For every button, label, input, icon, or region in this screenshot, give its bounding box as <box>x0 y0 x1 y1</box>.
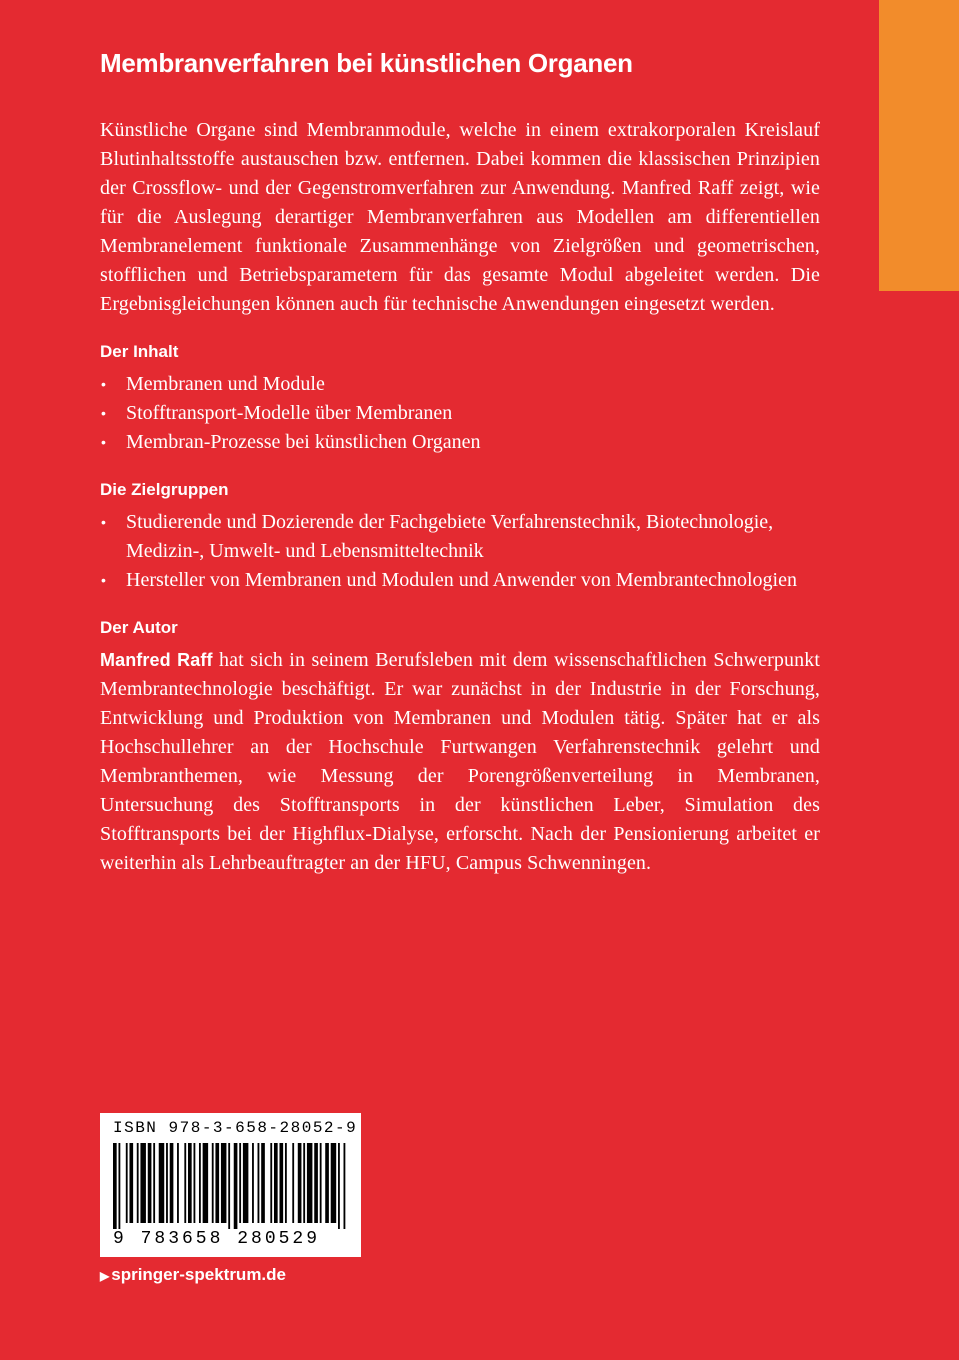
barcode-bar <box>331 1143 336 1223</box>
book-title: Membranverfahren bei künstlichen Organen <box>100 48 633 78</box>
barcode-bar <box>212 1143 214 1223</box>
barcode-bar <box>320 1143 322 1223</box>
list-item: • Stofftransport-Modelle über Membranen <box>100 399 820 428</box>
barcode-bar <box>159 1143 164 1223</box>
barcode-bar <box>118 1143 120 1229</box>
bullet-icon: • <box>101 376 106 392</box>
barcode-bar <box>298 1143 302 1223</box>
heading-zielgruppen: Die Zielgruppen <box>100 480 229 499</box>
barcode-digits: 9 783658 280529 <box>113 1229 321 1249</box>
section-zielgruppen <box>100 477 820 595</box>
barcode-bar <box>239 1143 241 1223</box>
list-item: • Studierende und Dozierende der Fachgebiete Verfahrenstechnik, Biotechnologie, Medizin-, Umwelt- und Lebensmitteltechnik <box>100 508 820 566</box>
barcode-bar <box>274 1143 278 1223</box>
bullet-icon: • <box>101 572 106 588</box>
barcode-bar <box>184 1143 186 1223</box>
barcode-bar <box>258 1143 260 1223</box>
barcode-bar <box>140 1143 145 1223</box>
list-item: • Membran-Prozesse bei künstlichen Organen <box>100 428 820 457</box>
barcode-bar <box>129 1143 133 1223</box>
barcode-bar <box>307 1143 312 1223</box>
barcode-bar <box>221 1143 226 1223</box>
barcode-bar <box>243 1143 248 1223</box>
barcode-bar <box>252 1143 254 1223</box>
barcode-bar <box>215 1143 219 1223</box>
barcode-icon <box>113 1143 349 1229</box>
barcode-bar <box>177 1143 179 1223</box>
barcode-bar <box>188 1143 192 1223</box>
section-inhalt <box>100 339 820 457</box>
barcode-bar <box>148 1143 152 1223</box>
isbn-label: ISBN 978-3-658-28052-9 <box>113 1119 358 1137</box>
barcode-bar <box>292 1143 294 1223</box>
intro-paragraph: Künstliche Organe sind Membranmodule, welche in einem extrakorporalen Kreislauf Blutinhaltsstoffe austauschen bzw. entfernen. Dabei kommen die klassischen Prinzipien der Crossflow- und der Gegenstromverfahren zur Anwendung. Manfred Raff zeigt, wie für die Auslegung derartiger Membranverfahren aus Modellen am differentiellen Membranelement funktionale Zusammenhänge von Zielgrößen und geometrischen, stofflichen und Betriebsparametern für das gesamte Modul abgeleitet werden. Die Ergebnisgleichungen können auch für technische Anwendungen eingesetzt werden. <box>100 119 820 315</box>
barcode-bar <box>153 1143 155 1223</box>
publisher-url: springer-spektrum.de <box>111 1265 286 1284</box>
barcode-bar <box>199 1143 201 1223</box>
barcode-bar <box>344 1143 346 1229</box>
inhalt-list <box>100 370 820 457</box>
barcode-bar <box>194 1143 196 1223</box>
barcode-bar <box>285 1143 287 1223</box>
barcode-bar <box>325 1143 329 1223</box>
bullet-icon: • <box>101 405 106 421</box>
barcode-bar <box>113 1143 117 1229</box>
list-item: • Hersteller von Membranen und Modulen und Anwender von Membrantechnologien <box>100 566 820 595</box>
barcode-bar <box>166 1143 168 1223</box>
barcode-bar <box>314 1143 318 1223</box>
orange-accent-tab <box>879 0 959 291</box>
barcode-bar <box>270 1143 272 1223</box>
arrow-right-icon: ▶ <box>100 1269 110 1283</box>
bullet-icon: • <box>101 514 106 530</box>
barcode-bar <box>234 1143 238 1229</box>
barcode-bar <box>303 1143 305 1223</box>
list-item: • Membranen und Module <box>100 370 820 399</box>
publisher-link[interactable] <box>100 1263 286 1288</box>
barcode-bar <box>228 1143 230 1229</box>
barcode-bar <box>137 1143 139 1223</box>
author-name: Manfred Raff <box>100 650 213 670</box>
heading-inhalt: Der Inhalt <box>100 342 179 361</box>
heading-autor: Der Autor <box>100 618 178 637</box>
section-autor <box>100 615 820 878</box>
zielgruppen-list <box>100 508 820 595</box>
barcode-bar <box>203 1143 208 1223</box>
barcode-bar <box>170 1143 174 1223</box>
isbn-barcode <box>100 1113 361 1257</box>
author-bio-text: hat sich in seinem Berufsleben mit dem wissenschaftlichen Schwerpunkt Membrantechnologie beschäftigt. Er war zunächst in der Industrie in der Forschung, Entwicklung und Produktion von Membranen und Modulen tätig. Später hat er als Hochschullehrer an der Hochschule Furtwangen Verfahrenstechnik gelehrt und Membranthemen, wie Messung der Porengrößenverteilung in Membranen, Untersuchung des Stofftransports in der künstlichen Leber, Simulation des Stofftransports bei der Highflux-Dialyse, erforscht. Nach der Pensionierung arbeitet er weiterhin als Lehrbeauftragter an der HFU, Campus Schwenningen. <box>100 649 820 874</box>
author-bio <box>100 646 820 878</box>
back-cover-content <box>100 46 820 878</box>
barcode-bar <box>261 1143 265 1223</box>
barcode-bar <box>126 1143 128 1223</box>
bullet-icon: • <box>101 434 106 450</box>
barcode-bar <box>338 1143 340 1229</box>
barcode-bar <box>279 1143 283 1223</box>
